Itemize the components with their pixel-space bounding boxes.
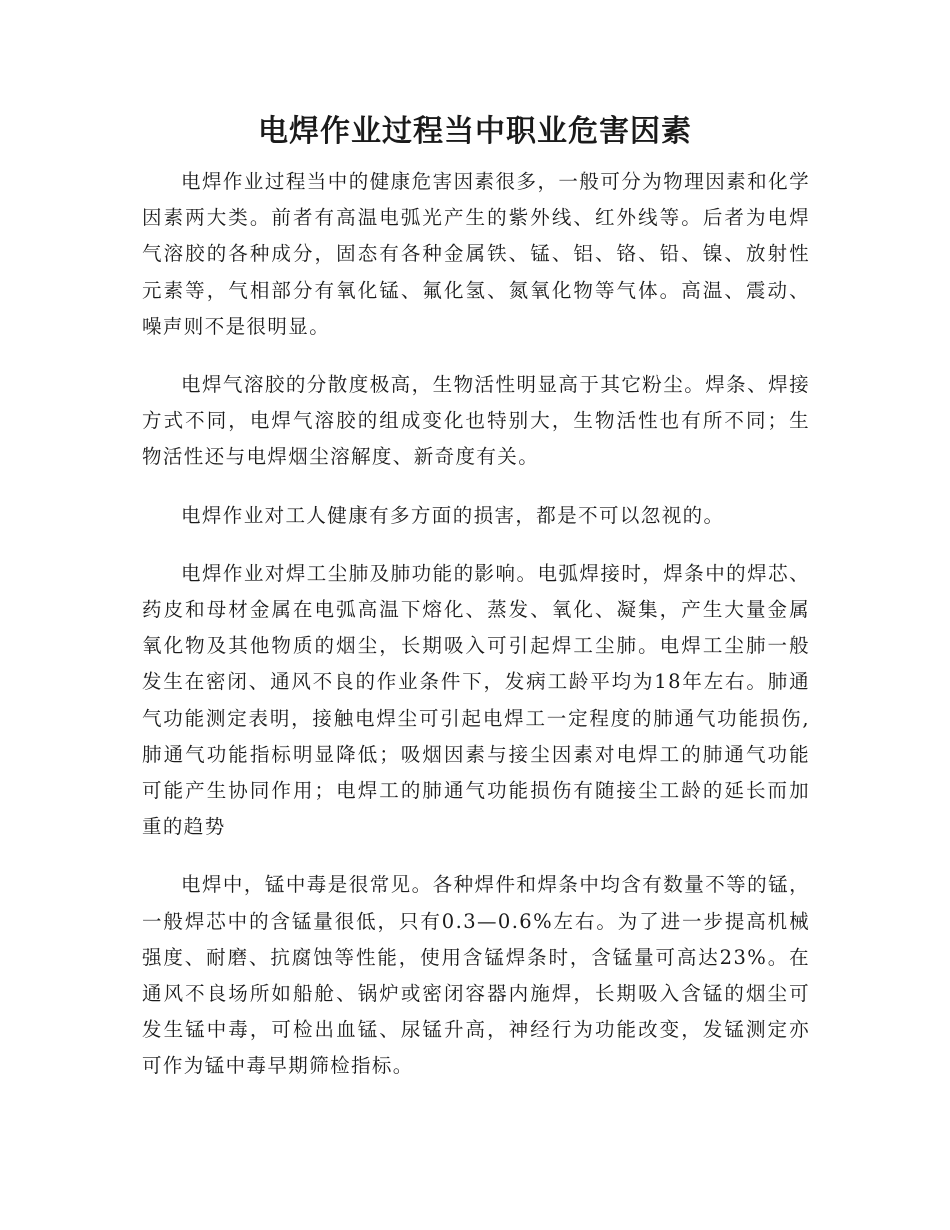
paragraph-health-damage: 电焊作业对工人健康有多方面的损害，都是不可以忽视的。 (181, 503, 725, 527)
paragraph-aerosol-activity: 电焊气溶胶的分散度极高，生物活性明显高于其它粉尘。焊条、焊接方式不同，电焊气溶胶的组成变化也特别大，生物活性也有所不同；生物活性还与电焊烟尘溶解度、新奇度有关。 (142, 373, 810, 469)
document-body (142, 164, 810, 1107)
paragraph-manganese-poisoning: 电焊中，锰中毒是很常见。各种焊件和焊条中均含有数量不等的锰，一般焊芯中的含锰量很低，只有0.3—0.6%左右。为了进一步提高机械强度、耐磨、抗腐蚀等性能，使用含锰焊条时，含锰量可高达23%。在通风不良场所如船舱、锅炉或密闭容器内施焊，长期吸入含锰的烟尘可发生锰中毒，可检出血锰、尿锰升高，神经行为功能改变，发锰测定亦可作为锰中毒早期筛检指标。 (142, 873, 810, 1078)
document-title: 电焊作业过程当中职业危害因素 (258, 114, 692, 149)
paragraph-hazard-overview: 电焊作业过程当中的健康危害因素很多，一般可分为物理因素和化学因素两大类。前者有高温电弧光产生的紫外线、红外线等。后者为电焊气溶胶的各种成分，固态有各种金属铁、锰、铝、铬、铅、镍、放射性元素等，气相部分有氧化锰、氟化氢、氮氧化物等气体。高温、震动、噪声则不是很明显。 (142, 170, 810, 338)
paragraph-pneumoconiosis: 电焊作业对焊工尘肺及肺功能的影响。电弧焊接时，焊条中的焊芯、药皮和母材金属在电弧高温下熔化、蒸发、氧化、凝集，产生大量金属氧化物及其他物质的烟尘，长期吸入可引起焊工尘肺。电焊工尘肺一般发生在密闭、通风不良的作业条件下，发病工龄平均为18年左右。肺通气功能测定表明，接触电焊尘可引起电焊工一定程度的肺通气功能损伤,肺通气功能指标明显降低；吸烟因素与接尘因素对电焊工的肺通气功能可能产生协同作用；电焊工的肺通气功能损伤有随接尘工龄的延长而加重的趋势 (142, 561, 810, 839)
